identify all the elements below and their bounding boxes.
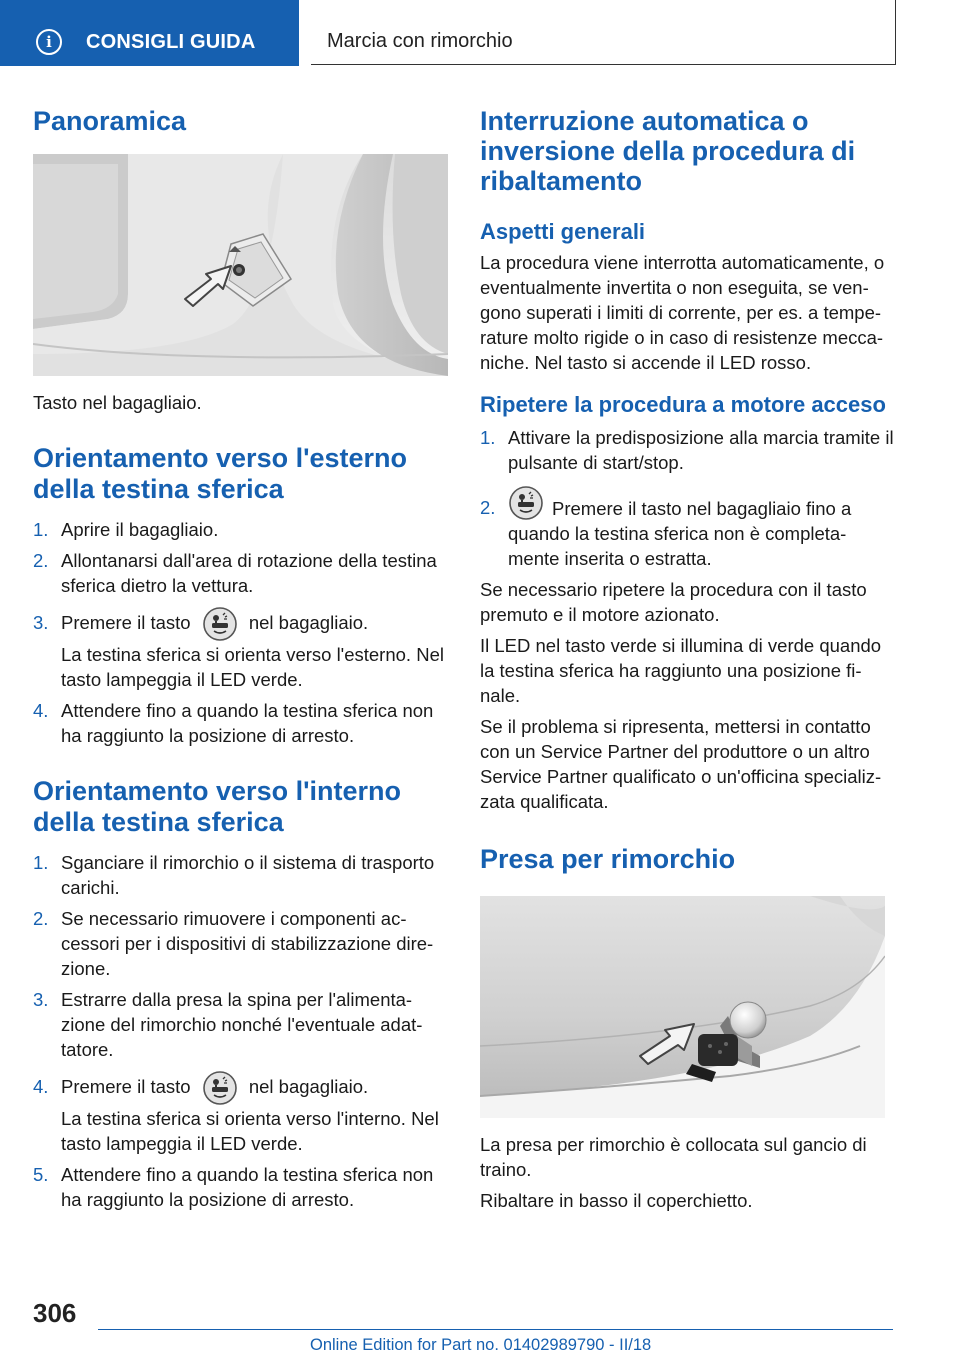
heading-inward: Orientamento verso l'interno della testina sferica: [33, 776, 401, 838]
tow-hitch-button-icon: [202, 606, 238, 642]
list-item: 1. Attivare la predisposizione alla marcia tramite il pulsante di start/stop.: [480, 427, 894, 473]
section-tab[interactable]: [0, 0, 299, 66]
list-item: 1. Sganciare il rimorchio o il sistema di trasporto carichi.: [33, 852, 435, 899]
edition-text: Online Edition for Part no. 01402989790 - II/18: [310, 1336, 652, 1354]
chapter-title: Marcia con rimorchio: [327, 30, 513, 52]
paragraph: La presa per rimorchio è collocata sul gancio di traino.: [480, 1134, 867, 1180]
heading-outward: Orientamento verso l'esterno della testina sferica: [33, 443, 408, 504]
list-item: 3. Premere il tasto nel bagagliaio. La testina sferica si orienta verso l'esterno. Nel tasto lampeggia il LED verde.: [33, 606, 448, 692]
paragraph: Ribaltare in basso il coperchietto.: [480, 1190, 753, 1211]
heading-interruption: Interruzione automatica o inversione della procedura di ribaltamento: [480, 106, 856, 196]
tow-hitch-button-icon: [508, 485, 544, 521]
list-item: 2. Allontanarsi dall'area di rotazione della testina sferica dietro la vettura.: [33, 550, 437, 596]
heading-panoramica: Panoramica: [33, 106, 187, 136]
heading-socket: Presa per rimorchio: [480, 844, 736, 874]
heading-repeat: Ripetere la procedura a motore acceso: [480, 392, 886, 417]
page-number: 306: [33, 1298, 77, 1328]
list-item: 2. Premere il tasto nel bagagliaio fino a quando la testina sferica non è completa-mente inserita o estratta.: [480, 485, 896, 571]
trunk-button-illustration: [33, 154, 448, 376]
paragraph: Il LED nel tasto verde si illumina di verde quando la testina sferica ha raggiunto una posizione fi-nale.: [480, 635, 882, 706]
outward-steps: [33, 517, 448, 748]
paragraph: Se necessario ripetere la procedura con il tasto premuto e il motore azionato.: [480, 579, 867, 625]
list-item: 4. Attendere fino a quando la testina sferica non ha raggiunto la posizione di arresto.: [33, 700, 434, 747]
general-text: La procedura viene interrotta automaticamente, o eventualmente invertita o non eseguita, se ven-gono superati i limiti di corrente, per es. a tempe-rature molto rigide o in caso di resistenze mecca-niche. Nel tasto si accende il LED rosso.: [480, 252, 885, 373]
right-column: [480, 96, 896, 1213]
left-column: [33, 96, 448, 1212]
chapter-title-box: [311, 0, 896, 65]
footer-divider: [98, 1329, 893, 1330]
heading-general: Aspetti generali: [480, 219, 646, 244]
list-item: 2. Se necessario rimuovere i componenti ac-cessori per i dispositivi di stabilizzazione dire-zione.: [33, 908, 434, 980]
list-item: 4. Premere il tasto nel bagagliaio. La testina sferica si orienta verso l'interno. Nel tasto lampeggia il LED verde.: [33, 1070, 448, 1156]
list-item: 1. Aprire il bagagliaio.: [33, 519, 219, 540]
caption-trunk-button: Tasto nel bagagliaio.: [33, 392, 202, 413]
paragraph: Se il problema si ripresenta, mettersi in contatto con un Service Partner del produttore o un altro Service Partner qualificato o un'officina specializ-zata qualificata.: [480, 716, 882, 812]
section-tab-label: CONSIGLI GUIDA: [86, 31, 256, 53]
info-icon: i: [36, 29, 62, 55]
repeat-steps: [480, 425, 896, 571]
list-item: 3. Estrarre dalla presa la spina per l'alimenta-zione del rimorchio nonché l'eventuale adat-tatore.: [33, 989, 423, 1061]
inward-steps: [33, 850, 448, 1212]
page-header: [0, 0, 960, 66]
list-item: 5. Attendere fino a quando la testina sferica non ha raggiunto la posizione di arresto.: [33, 1164, 434, 1211]
trailer-socket-illustration: [480, 896, 885, 1118]
tow-hitch-button-icon: [202, 1070, 238, 1106]
